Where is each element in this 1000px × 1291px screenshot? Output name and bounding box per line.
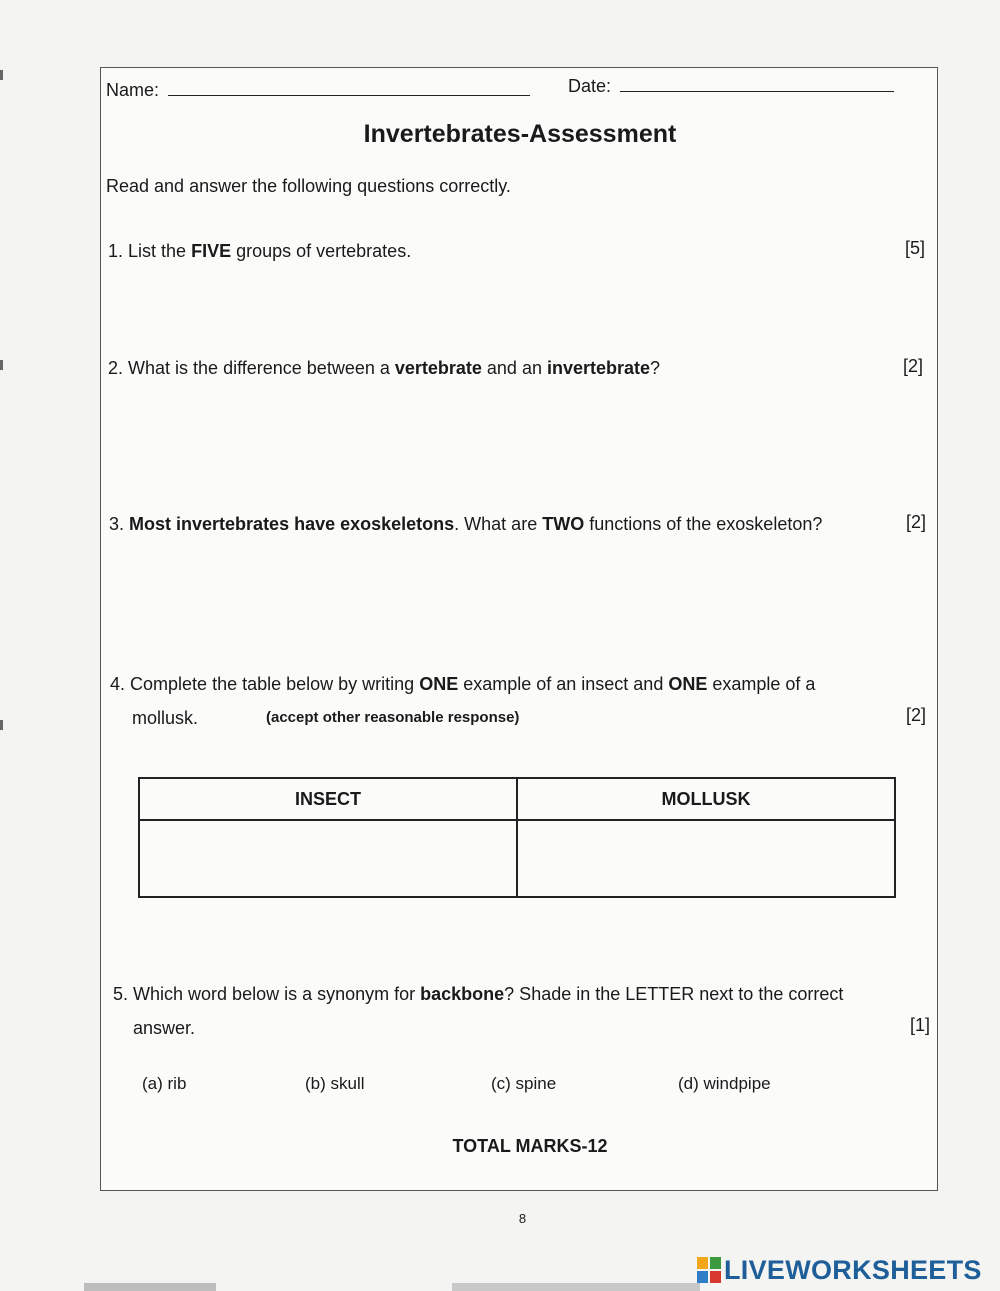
- instructions: Read and answer the following questions correctly.: [106, 176, 511, 196]
- question-number: 4.: [110, 674, 126, 694]
- page-title: Invertebrates-Assessment: [363, 120, 677, 148]
- option-c[interactable]: (c) spine: [491, 1074, 557, 1093]
- total-marks: TOTAL MARKS-12: [452, 1136, 608, 1156]
- marks-4: [2]: [906, 705, 927, 725]
- question-number: 3.: [109, 514, 125, 534]
- option-d[interactable]: (d) windpipe: [678, 1074, 771, 1093]
- question-number: 5.: [113, 984, 129, 1004]
- insect-answer-cell[interactable]: [139, 820, 517, 897]
- liveworksheets-icon: [697, 1257, 721, 1283]
- option-a[interactable]: (a) rib: [142, 1074, 187, 1093]
- question-number: 2.: [108, 358, 124, 378]
- page-number: 8: [518, 1211, 527, 1226]
- question-3: 3. Most invertebrates have exoskeletons. What are TWO functions of the exoskeleton?: [109, 514, 823, 534]
- question-2: 2. What is the difference between a vertebrate and an invertebrate?: [108, 358, 661, 378]
- question-number: 1.: [108, 241, 124, 261]
- table-header-mollusk: MOLLUSK: [517, 778, 895, 820]
- question-1: 1. List the FIVE groups of vertebrates.: [108, 241, 412, 261]
- marks-1: [5]: [905, 238, 926, 258]
- answer-area-2[interactable]: [121, 390, 901, 500]
- marks-5: [1]: [910, 1015, 931, 1035]
- question-4: 4. Complete the table below by writing ONE example of an insect and ONE example of a: [110, 674, 816, 694]
- date-row: [568, 76, 894, 97]
- scan-mark: [0, 70, 3, 80]
- marks-2: [2]: [903, 356, 924, 376]
- name-row: [106, 80, 530, 101]
- scan-mark: [0, 360, 3, 370]
- scan-edge: [452, 1283, 700, 1291]
- date-field[interactable]: [620, 91, 894, 92]
- option-b[interactable]: (b) skull: [305, 1074, 365, 1093]
- question-5-line-2: answer.: [133, 1018, 196, 1038]
- answer-area-3[interactable]: [121, 546, 901, 661]
- date-label: Date:: [568, 76, 612, 96]
- name-label: Name:: [106, 80, 160, 100]
- answer-area-1[interactable]: [121, 273, 901, 348]
- table-header-insect: INSECT: [139, 778, 517, 820]
- liveworksheets-logo: [697, 1254, 982, 1286]
- scan-mark: [0, 720, 3, 730]
- worksheet: [100, 67, 938, 1191]
- scan-edge: [84, 1283, 216, 1291]
- watermark-text: LIVEWORKSHEETS: [724, 1254, 982, 1285]
- marks-3: [2]: [906, 512, 927, 532]
- name-field[interactable]: [168, 95, 530, 96]
- question-5: 5. Which word below is a synonym for backbone? Shade in the LETTER next to the correct: [113, 984, 844, 1004]
- question-4-note: (accept other reasonable response): [266, 709, 520, 726]
- mollusk-answer-cell[interactable]: [517, 820, 895, 897]
- question-4-line-2: mollusk.: [132, 708, 199, 728]
- answer-table: [138, 777, 896, 898]
